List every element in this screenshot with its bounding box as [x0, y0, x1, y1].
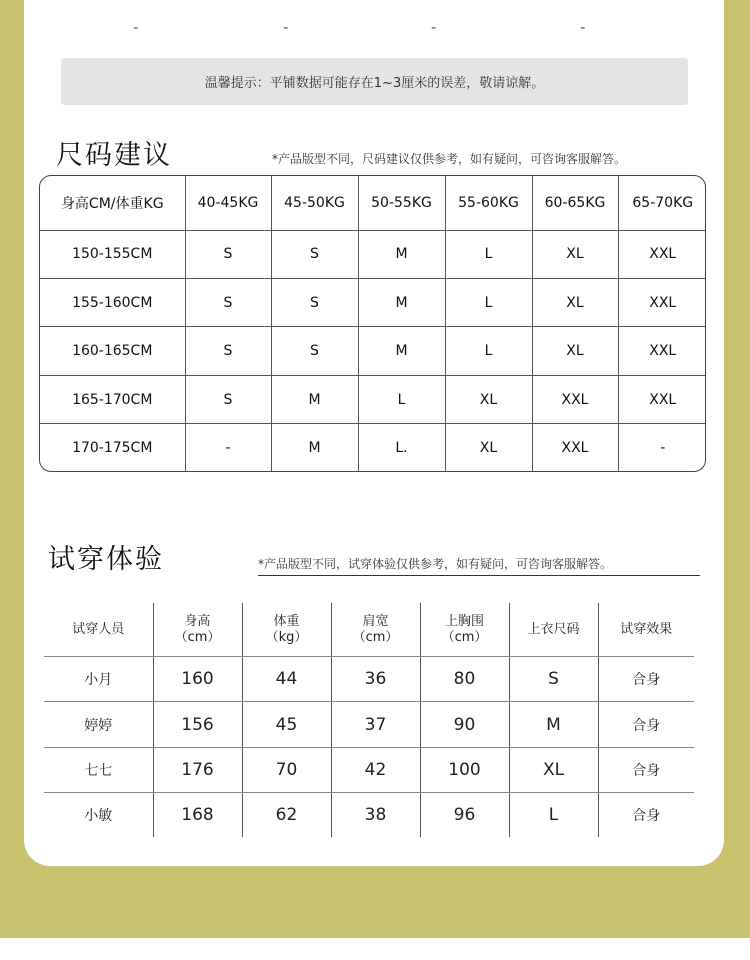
size-header-cell: 身高CM/体重KG [40, 176, 185, 230]
height-range-cell: 150-155CM [40, 230, 185, 278]
top-size-cell: M [509, 702, 598, 747]
size-cell: XL [532, 278, 618, 326]
tryon-header-label: 身高 [184, 613, 211, 629]
size-cell: L [445, 278, 532, 326]
tryon-header-cell [44, 603, 153, 657]
size-cell: S [185, 375, 271, 423]
tryon-header-label: 试穿人员 [72, 621, 125, 637]
size-cell: XL [445, 375, 532, 423]
fit-result-cell: 合身 [598, 702, 694, 747]
height-cell: 176 [153, 747, 242, 792]
size-cell: S [185, 278, 271, 326]
weight-cell: 62 [242, 793, 331, 837]
tryon-header-cell [509, 603, 598, 657]
measurement-tip [61, 58, 688, 105]
dash-mark: - [283, 18, 289, 36]
size-cell: XXL [532, 375, 618, 423]
size-cell: M [358, 278, 445, 326]
tryon-header-label: 上胸围 [444, 613, 484, 629]
top-dash-row [0, 18, 750, 38]
fit-result-cell: 合身 [598, 793, 694, 837]
size-cell: S [271, 278, 358, 326]
bust-cell: 100 [420, 747, 509, 792]
tryon-header-cell [153, 603, 242, 657]
tryon-header-unit: （cm） [352, 629, 399, 645]
size-cell: M [271, 375, 358, 423]
tester-name-cell: 婷婷 [44, 702, 153, 747]
tryon-header-cell [331, 603, 420, 657]
size-cell: L [445, 327, 532, 375]
table-row [40, 230, 706, 278]
height-range-cell: 155-160CM [40, 278, 185, 326]
size-cell: XL [532, 230, 618, 278]
weight-cell: 70 [242, 747, 331, 792]
fit-result-cell: 合身 [598, 747, 694, 792]
height-range-cell: 160-165CM [40, 327, 185, 375]
size-cell: S [271, 230, 358, 278]
bust-cell: 90 [420, 702, 509, 747]
size-cell: M [358, 230, 445, 278]
tester-name-cell: 小敏 [84, 808, 113, 825]
tryon-note-underline [258, 575, 700, 576]
top-size-cell: XL [509, 747, 598, 792]
size-cell: - [185, 424, 271, 471]
tryon-header-cell [598, 603, 694, 657]
height-cell: 168 [153, 793, 242, 837]
tryon-header-row [44, 603, 694, 657]
size-cell: XXL [532, 424, 618, 471]
top-size-cell: L [509, 793, 598, 837]
size-section-title: 尺码建议 [56, 140, 172, 171]
size-cell: XXL [618, 327, 706, 375]
size-cell: S [185, 327, 271, 375]
tryon-header-unit: （kg） [265, 629, 308, 645]
tryon-header-unit: （cm） [441, 629, 488, 645]
dash-mark: - [580, 18, 586, 36]
table-row [40, 375, 706, 423]
dash-mark: - [431, 18, 437, 36]
table-row [44, 657, 694, 702]
bust-cell: 96 [420, 793, 509, 837]
size-cell: L. [358, 424, 445, 471]
size-cell: XXL [618, 375, 706, 423]
table-row [44, 702, 694, 747]
tryon-table [44, 603, 694, 837]
size-header-cell: 60-65KG [532, 176, 618, 230]
table-row [44, 793, 694, 837]
shoulder-cell: 37 [331, 702, 420, 747]
table-row [40, 327, 706, 375]
tryon-section-note: *产品版型不同，试穿体验仅供参考，如有疑问，可咨询客服解答。 [258, 557, 613, 571]
top-size-cell: S [509, 657, 598, 702]
size-header-cell: 55-60KG [445, 176, 532, 230]
size-cell: S [185, 230, 271, 278]
size-cell: XXL [618, 230, 706, 278]
tryon-header-label: 体重 [273, 613, 300, 629]
table-row [40, 424, 706, 471]
shoulder-cell: 38 [331, 793, 420, 837]
size-header-cell: 65-70KG [618, 176, 706, 230]
tryon-header-label: 试穿效果 [620, 621, 673, 637]
size-header-cell: 40-45KG [185, 176, 271, 230]
tryon-header-cell [420, 603, 509, 657]
tryon-header-unit: （cm） [174, 629, 221, 645]
size-cell: M [358, 327, 445, 375]
size-cell: XXL [618, 278, 706, 326]
tryon-header-label: 上衣尺码 [527, 621, 580, 637]
size-cell: M [271, 424, 358, 471]
weight-cell: 45 [242, 702, 331, 747]
tryon-header-label: 肩宽 [362, 613, 389, 629]
size-table-header-row [40, 176, 706, 230]
size-cell: - [618, 424, 706, 471]
size-cell: L [445, 230, 532, 278]
table-row [40, 278, 706, 326]
size-cell: XL [532, 327, 618, 375]
size-cell: L [358, 375, 445, 423]
weight-cell: 44 [242, 657, 331, 702]
height-range-cell: 170-175CM [40, 424, 185, 471]
tester-name-cell: 七七 [44, 747, 153, 792]
size-cell: XL [445, 424, 532, 471]
bust-cell: 80 [420, 657, 509, 702]
size-recommendation-table [39, 175, 706, 472]
tip-text: 温馨提示：平铺数据可能存在1~3厘米的误差，敬请谅解。 [204, 76, 545, 91]
size-header-cell: 50-55KG [358, 176, 445, 230]
size-cell: S [271, 327, 358, 375]
tryon-section-title: 试穿体验 [48, 544, 164, 575]
dash-mark: - [133, 18, 139, 36]
fit-result-cell: 合身 [598, 657, 694, 702]
height-cell: 156 [153, 702, 242, 747]
tryon-header-cell [242, 603, 331, 657]
height-cell: 160 [153, 657, 242, 702]
size-section-note: *产品版型不同，尺码建议仅供参考，如有疑问，可咨询客服解答。 [272, 152, 627, 166]
shoulder-cell: 36 [331, 657, 420, 702]
tester-name-cell: 小月 [44, 657, 153, 702]
table-row [44, 747, 694, 792]
size-header-cell: 45-50KG [271, 176, 358, 230]
height-range-cell: 165-170CM [40, 375, 185, 423]
shoulder-cell: 42 [331, 747, 420, 792]
